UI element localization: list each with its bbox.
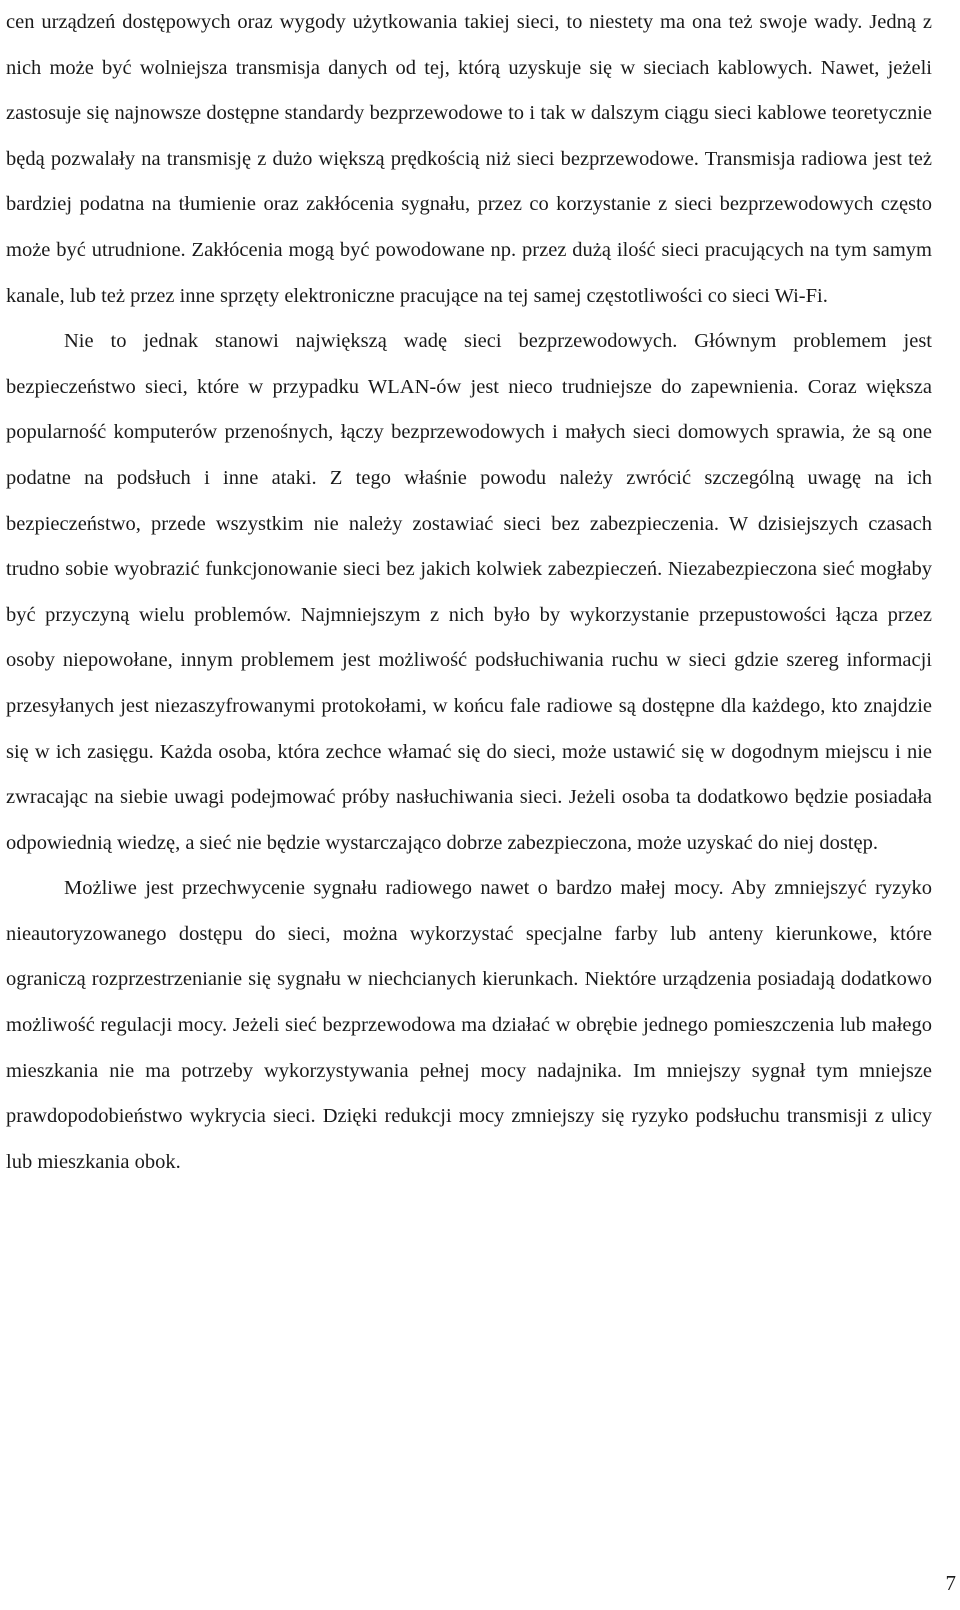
- paragraph-1: cen urządzeń dostępowych oraz wygody użytkowania takiej sieci, to niestety ma ona też swoje wady. Jedną z nich może być wolniejsza transmisja danych od tej, którą uzyskuje się w sieciach kablowych. Nawet, jeżeli zastosuje się najnowsze dostępne standardy bezprzewodowe to i tak w dalszym ciągu sieci kablowe teoretycznie będą pozwalały na transmisję z dużo większą prędkością niż sieci bezprzewodowe. Transmisja radiowa jest też bardziej podatna na tłumienie oraz zakłócenia sygnału, przez co korzystanie z sieci bezprzewodowych często może być utrudnione. Zakłócenia mogą być powodowane np. przez dużą ilość sieci pracujących na tym samym kanale, lub też przez inne sprzęty elektroniczne pracujące na tej samej częstotliwości co sieci Wi-Fi.: [6, 11, 932, 307]
- document-page: [6, 0, 932, 1185]
- paragraph-3: Możliwe jest przechwycenie sygnału radiowego nawet o bardzo małej mocy. Aby zmniejszyć ryzyko nieautoryzowanego dostępu do sieci, można wykorzystać specjalne farby lub anteny kierunkowe, które ograniczą rozprzestrzenianie się sygnału w niechcianych kierunkach. Niektóre urządzenia posiadają dodatkowo możliwość regulacji mocy. Jeżeli sieć bezprzewodowa ma działać w obrębie jednego pomieszczenia lub małego mieszkania nie ma potrzeby wykorzystywania pełnej mocy nadajnika. Im mniejszy sygnał tym mniejsze prawdopodobieństwo wykrycia sieci. Dzięki redukcji mocy zmniejszy się ryzyko podsłuchu transmisji z ulicy lub mieszkania obok.: [6, 877, 932, 1173]
- paragraph-2: Nie to jednak stanowi największą wadę sieci bezprzewodowych. Głównym problemem jest bezpieczeństwo sieci, które w przypadku WLAN-ów jest nieco trudniejsze do zapewnienia. Coraz większa popularność komputerów przenośnych, łączy bezprzewodowych i małych sieci domowych sprawia, że są one podatne na podsłuch i inne ataki. Z tego właśnie powodu należy zwrócić szczególną uwagę na ich bezpieczeństwo, przede wszystkim nie należy zostawiać sieci bez zabezpieczenia. W dzisiejszych czasach trudno sobie wyobrazić funkcjonowanie sieci bez jakich kolwiek zabezpieczeń. Niezabezpieczona sieć mogłaby być przyczyną wielu problemów. Najmniejszym z nich było by wykorzystanie przepustowości łącza przez osoby niepowołane, innym problemem jest możliwość podsłuchiwania ruchu w sieci gdzie szereg informacji przesyłanych jest niezaszyfrowanymi protokołami, w końcu fale radiowe są dostępne dla każdego, kto znajdzie się w ich zasięgu. Każda osoba, która zechce włamać się do sieci, może ustawić się w dogodnym miejscu i nie zwracając na siebie uwagi podejmować próby nasłuchiwania sieci. Jeżeli osoba ta dodatkowo będzie posiadała odpowiednią wiedzę, a sieć nie będzie wystarczająco dobrze zabezpieczona, może uzyskać do niej dostęp.: [6, 330, 932, 854]
- page-number: 7: [945, 1571, 956, 1595]
